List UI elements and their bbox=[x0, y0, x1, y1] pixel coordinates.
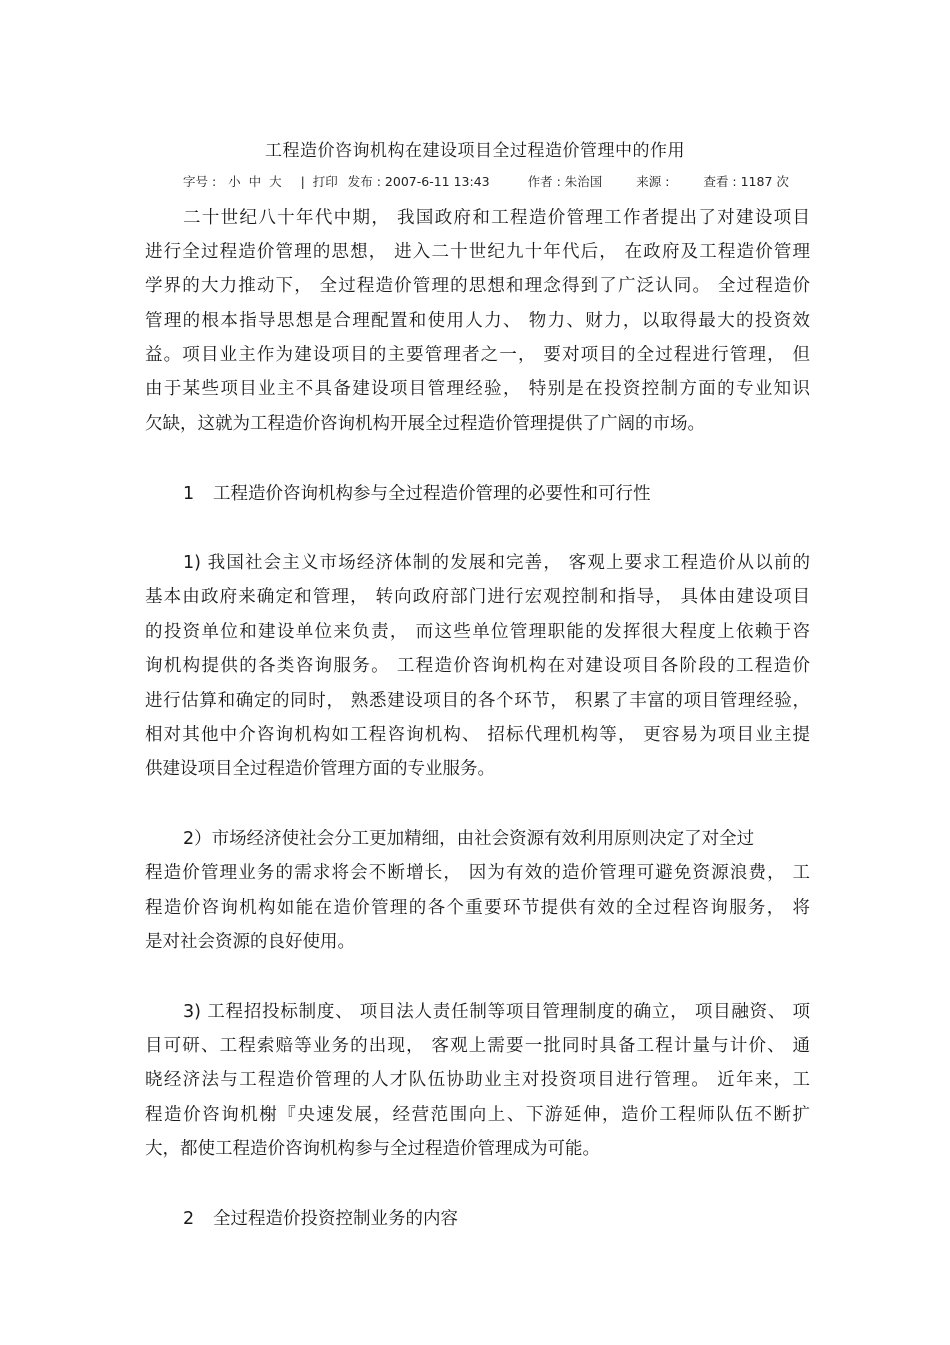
intro-line: 学界的大力推动下， 全过程造价管理的思想和理念得到了广泛认同。 全过程造价 bbox=[145, 276, 810, 296]
paragraph-line: 进行估算和确定的同时， 熟悉建设项目的各个环节， 积累了丰富的项目管理经验， bbox=[145, 691, 810, 711]
font-size-options: 小 中 大 bbox=[228, 174, 282, 189]
paragraph-line: 的投资单位和建设单位来负责， 而这些单位管理职能的发挥很大程度上依赖于咨 bbox=[145, 622, 810, 642]
section-title: 工程造价咨询机构参与全过程造价管理的必要性和可行性 bbox=[213, 484, 651, 504]
paragraph-line: 基本由政府来确定和管理， 转向政府部门进行宏观控制和指导， 具体由建设项目 bbox=[145, 587, 810, 607]
paragraph-line: 大，都使工程造价咨询机构参与全过程造价管理成为可能。 bbox=[145, 1139, 600, 1159]
intro-line: 二十世纪八十年代中期， 我国政府和工程造价管理工作者提出了对建设项目 bbox=[183, 208, 810, 228]
paragraph-line: 程造价咨询机构如能在造价管理的各个重要环节提供有效的全过程咨询服务， 将 bbox=[145, 898, 810, 918]
paragraph-line: 供建设项目全过程造价管理方面的专业服务。 bbox=[145, 759, 495, 779]
intro-line: 管理的根本指导思想是合理配置和使用人力、 物力、财力，以取得最大的投资效 bbox=[145, 311, 810, 331]
paragraph-line: 晓经济法与工程造价管理的人才队伍协助业主对投资项目进行管理。 近年来，工 bbox=[145, 1070, 810, 1090]
intro-line: 进行全过程造价管理的思想， 进入二十世纪九十年代后， 在政府及工程造价管理 bbox=[145, 242, 810, 262]
intro-line: 欠缺，这就为工程造价咨询机构开展全过程造价管理提供了广阔的市场。 bbox=[145, 414, 705, 434]
paragraph-line: 1) 我国社会主义市场经济体制的发展和完善， 客观上要求工程造价从以前的 bbox=[183, 553, 810, 573]
article-title: 工程造价咨询机构在建设项目全过程造价管理中的作用 bbox=[265, 141, 685, 161]
meta-separator: | bbox=[300, 174, 305, 189]
intro-line: 由于某些项目业主不具备建设项目管理经验， 特别是在投资控制方面的专业知识 bbox=[145, 379, 810, 399]
author: 作者 : 朱治国 bbox=[527, 174, 603, 189]
paragraph-line: 3) 工程招投标制度、 项目法人责任制等项目管理制度的确立， 项目融资、 项 bbox=[183, 1002, 810, 1022]
paragraph-line: 程造价咨询机榭『央速发展，经营范围向上、下游延伸，造价工程师队伍不断扩 bbox=[145, 1105, 810, 1125]
section-heading bbox=[183, 482, 651, 506]
paragraph-line: 目可研、工程索赔等业务的出现， 客观上需要一批同时具备工程计量与计价、 通 bbox=[145, 1036, 810, 1056]
section-number: 1 bbox=[183, 484, 195, 504]
font-size-label: 字号 : bbox=[183, 174, 217, 189]
paragraph-line: 2）市场经济使社会分工更加精细，由社会资源有效利用原则决定了对全过 bbox=[183, 829, 755, 849]
intro-line: 益。项目业主作为建设项目的主要管理者之一， 要对项目的全过程进行管理， 但 bbox=[145, 345, 810, 365]
paragraph-line: 询机构提供的各类咨询服务。 工程造价咨询机构在对建设项目各阶段的工程造价 bbox=[145, 656, 810, 676]
paragraph-line: 相对其他中介咨询机构如工程咨询机构、 招标代理机构等， 更容易为项目业主提 bbox=[145, 725, 810, 745]
section-heading bbox=[183, 1207, 458, 1231]
paragraph-line: 是对社会资源的良好使用。 bbox=[145, 932, 355, 952]
view-count: 查看 : 1187 次 bbox=[703, 174, 789, 189]
section-title: 全过程造价投资控制业务的内容 bbox=[213, 1209, 458, 1229]
source: 来源 : bbox=[636, 174, 670, 189]
article-meta bbox=[183, 172, 830, 190]
section-number: 2 bbox=[183, 1209, 195, 1229]
publish-date: 发布 : 2007-6-11 13:43 bbox=[347, 174, 490, 189]
paragraph-line: 程造价管理业务的需求将会不断增长， 因为有效的造价管理可避免资源浪费， 工 bbox=[145, 863, 810, 883]
print-link: 打印 bbox=[312, 174, 338, 189]
